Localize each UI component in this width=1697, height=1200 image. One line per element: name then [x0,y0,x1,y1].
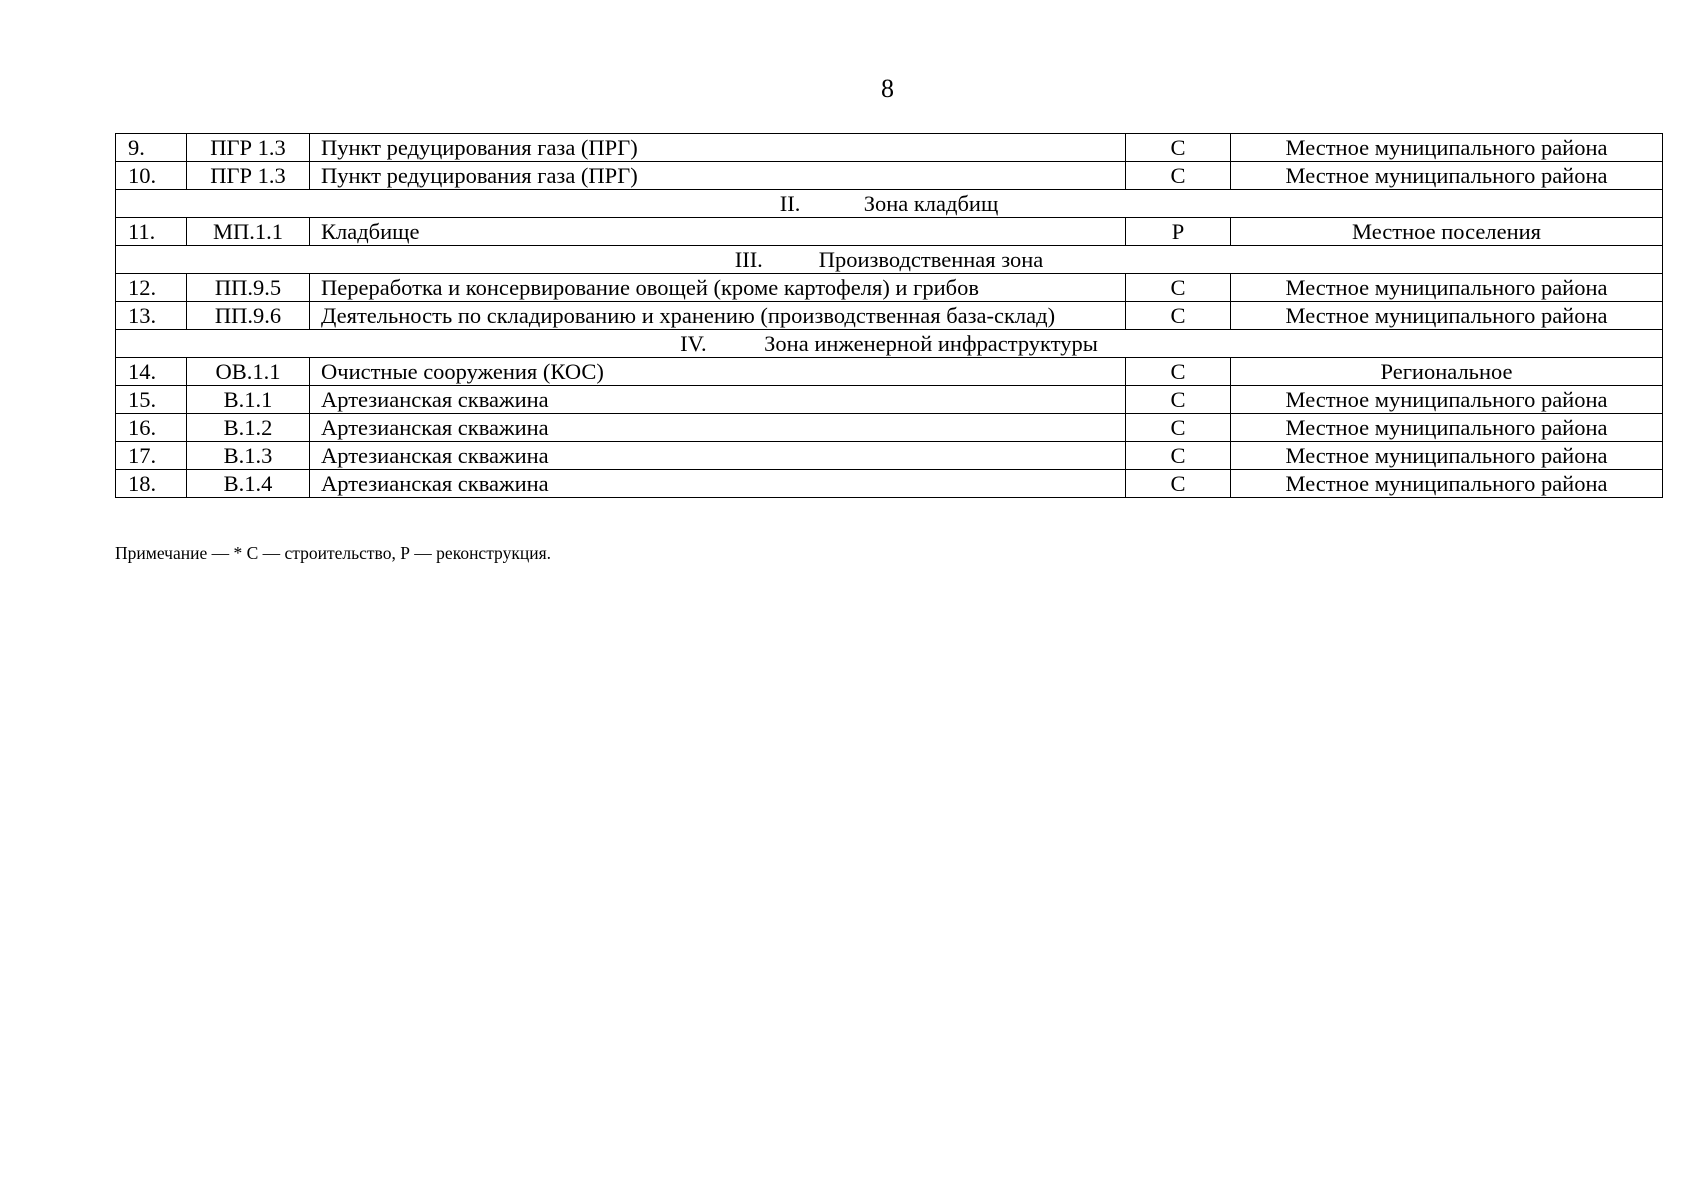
object-code-cell: ПП.9.5 [187,274,310,302]
section-heading [116,190,1663,218]
row-number-cell: 12. [116,274,187,302]
section-number: IV. [680,331,707,356]
table-row [116,274,1663,302]
object-name-cell: Пункт редуцирования газа (ПРГ) [310,134,1126,162]
significance-cell: Местное муниципального района [1231,442,1663,470]
table-row [116,358,1663,386]
object-name-cell: Артезианская скважина [310,470,1126,498]
table-row [116,162,1663,190]
row-number-cell: 17. [116,442,187,470]
significance-cell: Местное поселения [1231,218,1663,246]
significance-cell: Местное муниципального района [1231,414,1663,442]
work-type-cell: С [1126,274,1231,302]
object-name-cell: Деятельность по складированию и хранению (производственная база-склад) [310,302,1126,330]
table-row [116,414,1663,442]
object-code-cell: ПГР 1.3 [187,134,310,162]
object-code-cell: В.1.2 [187,414,310,442]
table-note: Примечание — * С — строительство, Р — реконструкция. [115,543,551,563]
object-name-cell: Артезианская скважина [310,414,1126,442]
section-row [116,190,1663,218]
table-row [116,442,1663,470]
significance-cell: Местное муниципального района [1231,274,1663,302]
work-type-cell: С [1126,162,1231,190]
section-title: Производственная зона [818,247,1044,272]
work-type-cell: С [1126,358,1231,386]
significance-cell: Местное муниципального района [1231,386,1663,414]
object-code-cell: ПП.9.6 [187,302,310,330]
work-type-cell: С [1126,134,1231,162]
row-number-cell: 13. [116,302,187,330]
object-name-cell: Переработка и консервирование овощей (кроме картофеля) и грибов [310,274,1126,302]
table-row [116,218,1663,246]
significance-cell: Местное муниципального района [1231,134,1663,162]
row-number-cell: 15. [116,386,187,414]
object-name-cell: Артезианская скважина [310,386,1126,414]
row-number-cell: 11. [116,218,187,246]
object-name-cell: Очистные сооружения (КОС) [310,358,1126,386]
object-code-cell: В.1.1 [187,386,310,414]
object-code-cell: В.1.3 [187,442,310,470]
work-type-cell: С [1126,302,1231,330]
table-row [116,302,1663,330]
work-type-cell: С [1126,470,1231,498]
significance-cell: Местное муниципального района [1231,302,1663,330]
objects-table-body [116,134,1663,498]
section-row [116,246,1663,274]
object-name-cell: Пункт редуцирования газа (ПРГ) [310,162,1126,190]
object-name-cell: Артезианская скважина [310,442,1126,470]
object-name-cell: Кладбище [310,218,1126,246]
row-number-cell: 9. [116,134,187,162]
work-type-cell: С [1126,386,1231,414]
object-code-cell: ПГР 1.3 [187,162,310,190]
work-type-cell: Р [1126,218,1231,246]
work-type-cell: С [1126,414,1231,442]
work-type-cell: С [1126,442,1231,470]
section-number: III. [734,247,763,272]
section-title: Зона инженерной инфраструктуры [764,331,1098,356]
section-heading [116,330,1663,358]
section-title: Зона кладбищ [863,191,999,216]
page-number: 8 [881,74,894,103]
significance-cell: Местное муниципального района [1231,162,1663,190]
row-number-cell: 16. [116,414,187,442]
row-number-cell: 10. [116,162,187,190]
significance-cell: Местное муниципального района [1231,470,1663,498]
object-code-cell: ОВ.1.1 [187,358,310,386]
table-row [116,470,1663,498]
row-number-cell: 18. [116,470,187,498]
section-number: II. [779,191,801,216]
row-number-cell: 14. [116,358,187,386]
object-code-cell: МП.1.1 [187,218,310,246]
section-heading [116,246,1663,274]
table-row [116,386,1663,414]
objects-table [115,133,1663,498]
section-row [116,330,1663,358]
significance-cell: Региональное [1231,358,1663,386]
table-row [116,134,1663,162]
object-code-cell: В.1.4 [187,470,310,498]
